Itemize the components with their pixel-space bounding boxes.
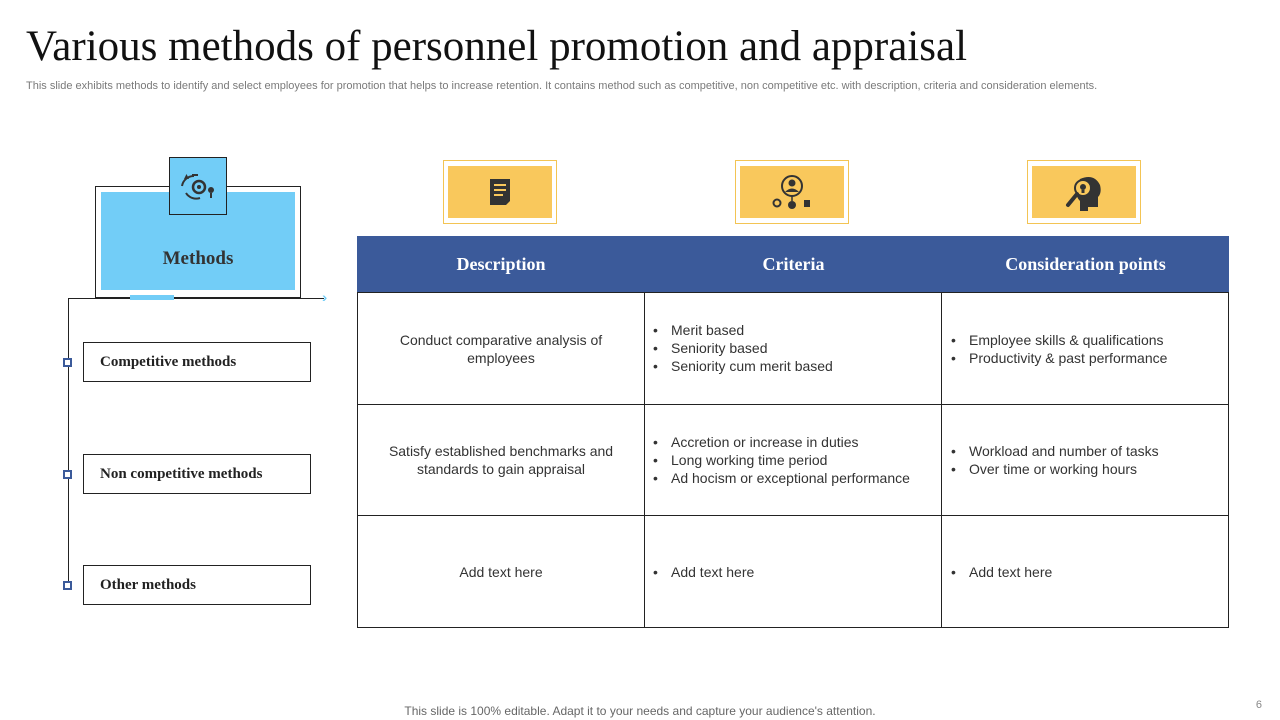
methods-connector-vertical bbox=[68, 298, 69, 588]
row-divider bbox=[357, 627, 1229, 628]
list-item: • Accretion or increase in duties bbox=[653, 433, 935, 451]
consideration-icon-frame bbox=[1027, 160, 1141, 224]
criteria-icon-frame bbox=[735, 160, 849, 224]
connector-node bbox=[63, 470, 72, 479]
list-item: • Add text here bbox=[951, 563, 1223, 581]
page-number: 6 bbox=[1255, 699, 1262, 711]
list-item: • Merit based bbox=[653, 321, 935, 339]
process-gears-icon bbox=[169, 157, 227, 215]
column-divider bbox=[644, 292, 645, 628]
method-item-non-competitive: Non competitive methods bbox=[83, 454, 311, 494]
head-idea-icon bbox=[1062, 171, 1106, 213]
criteria-list bbox=[653, 433, 935, 487]
table-cell-description: Conduct comparative analysis of employees bbox=[399, 331, 603, 366]
consideration-list bbox=[951, 563, 1223, 581]
table-cell-consideration bbox=[951, 516, 1223, 627]
method-item-other: Other methods bbox=[83, 565, 311, 605]
list-item: • Ad hocism or exceptional performance bbox=[653, 469, 935, 487]
double-chevron-right-icon: ›› bbox=[322, 289, 324, 305]
table-cell-description: Satisfy established benchmarks and standards to gain appraisal bbox=[388, 443, 614, 477]
consideration-list bbox=[951, 442, 1223, 478]
page-title: Various methods of personnel promotion and appraisal bbox=[26, 23, 968, 70]
criteria-list bbox=[653, 321, 935, 375]
list-item: • Workload and number of tasks bbox=[951, 442, 1223, 460]
method-item-competitive: Competitive methods bbox=[83, 342, 311, 382]
criteria-list bbox=[653, 563, 935, 581]
methods-connector-horizontal bbox=[68, 298, 324, 299]
column-header-criteria: Criteria bbox=[762, 253, 825, 274]
methods-accent-bar bbox=[130, 295, 174, 300]
connector-node bbox=[63, 358, 72, 367]
methods-title: Methods bbox=[162, 248, 234, 269]
team-network-icon bbox=[771, 173, 813, 211]
table-cell-consideration bbox=[951, 405, 1223, 515]
list-item: • Employee skills & qualifications bbox=[951, 331, 1223, 349]
table-cell-criteria bbox=[653, 516, 935, 627]
list-item: • Add text here bbox=[653, 563, 935, 581]
footer-note: This slide is 100% editable. Adapt it to your needs and capture your audience's attention. bbox=[404, 704, 876, 718]
list-item: • Over time or working hours bbox=[951, 460, 1223, 478]
column-header-description: Description bbox=[456, 253, 546, 274]
description-icon-frame bbox=[443, 160, 557, 224]
table-cell-description: Add text here bbox=[459, 563, 543, 580]
list-item: • Long working time period bbox=[653, 451, 935, 469]
list-item: • Seniority cum merit based bbox=[653, 357, 935, 375]
document-icon bbox=[488, 177, 512, 207]
list-item: • Seniority based bbox=[653, 339, 935, 357]
methods-table bbox=[357, 236, 1229, 628]
table-header bbox=[357, 236, 1229, 292]
table-cell-consideration bbox=[951, 293, 1223, 404]
table-cell-criteria bbox=[653, 405, 935, 515]
page-subtitle: This slide exhibits methods to identify and select employees for promotion that helps to increase retention. It contains method such as competitive, non competitive etc. with description, criteria and consideration elements. bbox=[26, 80, 1098, 92]
column-divider bbox=[941, 292, 942, 628]
connector-node bbox=[63, 581, 72, 590]
table-cell-criteria bbox=[653, 293, 935, 404]
column-header-consideration: Consideration points bbox=[1005, 253, 1166, 274]
consideration-list bbox=[951, 331, 1223, 367]
list-item: • Productivity & past performance bbox=[951, 349, 1223, 367]
